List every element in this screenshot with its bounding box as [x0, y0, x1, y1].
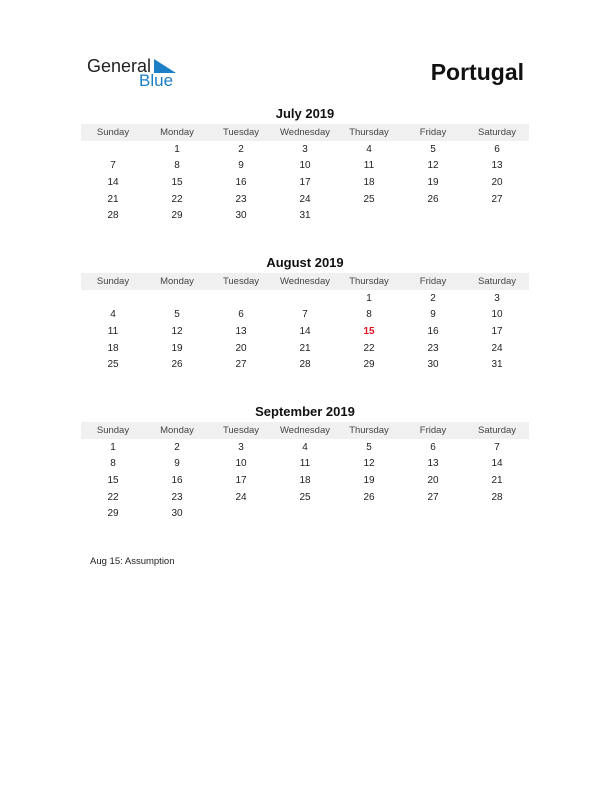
logo-word-blue: Blue [139, 71, 174, 90]
day-cell: 1 [110, 441, 116, 453]
weekday-label: Thursday [349, 276, 389, 287]
week-row [81, 489, 529, 506]
day-cell: 4 [302, 441, 308, 453]
weekday-label: Wednesday [280, 127, 330, 138]
day-cell: 4 [110, 309, 116, 321]
weekday-label: Tuesday [222, 276, 260, 287]
day-cell: 18 [107, 342, 119, 354]
day-cell: 16 [427, 325, 439, 337]
month-calendar [81, 404, 529, 522]
day-cell: 13 [427, 458, 439, 470]
country-title: Portugal [430, 59, 524, 85]
day-cell: 16 [171, 474, 183, 486]
day-cell: 3 [238, 441, 244, 453]
day-cell: 24 [235, 491, 247, 503]
day-cell: 9 [174, 458, 180, 470]
day-cell: 13 [235, 325, 247, 337]
weekday-label: Friday [419, 127, 447, 138]
day-cell: 30 [427, 359, 439, 371]
day-cell: 14 [491, 458, 503, 470]
week-row [81, 505, 529, 522]
week-row [81, 174, 529, 191]
day-cell: 11 [299, 458, 311, 470]
day-cell: 4 [366, 143, 372, 155]
weekday-label: Friday [419, 276, 447, 287]
day-cell: 27 [427, 491, 439, 503]
day-cell: 29 [171, 210, 183, 222]
day-cell: 21 [299, 342, 311, 354]
week-row [81, 141, 529, 158]
weekday-label: Tuesday [222, 127, 260, 138]
day-cell: 23 [427, 342, 439, 354]
month-calendar [81, 255, 529, 373]
week-row [81, 307, 529, 324]
day-cell: 26 [363, 491, 375, 503]
day-cell: 24 [299, 193, 311, 205]
day-cell: 13 [491, 160, 503, 172]
weekday-header [81, 124, 529, 141]
day-cell: 21 [491, 474, 503, 486]
day-cell: 19 [427, 176, 439, 188]
day-cell: 28 [491, 491, 503, 503]
day-cell: 5 [430, 143, 436, 155]
day-cell: 11 [107, 325, 119, 337]
day-cell: 15 [171, 176, 183, 188]
day-cell: 7 [110, 160, 116, 172]
day-cell: 29 [363, 359, 375, 371]
day-cell: 30 [235, 210, 247, 222]
day-cell: 20 [235, 342, 247, 354]
day-cell: 30 [171, 508, 183, 520]
week-row [81, 472, 529, 489]
weekday-label: Sunday [96, 127, 130, 138]
week-row [81, 439, 529, 456]
day-cell: 20 [491, 176, 503, 188]
weekday-label: Monday [160, 425, 194, 436]
day-cell: 5 [366, 441, 372, 453]
day-cell: 8 [366, 309, 372, 321]
day-cell: 6 [494, 143, 500, 155]
day-cell: 7 [494, 441, 500, 453]
week-row [81, 323, 529, 340]
weekday-label: Wednesday [280, 425, 330, 436]
weekday-label: Monday [160, 127, 194, 138]
day-cell: 19 [363, 474, 375, 486]
day-cell: 22 [171, 193, 183, 205]
week-row [81, 207, 529, 224]
weekday-label: Monday [160, 276, 194, 287]
weekday-label: Sunday [96, 276, 130, 287]
week-row [81, 340, 529, 357]
weekday-label: Wednesday [280, 276, 330, 287]
day-cell: 3 [302, 143, 308, 155]
day-cell: 11 [363, 160, 375, 172]
day-cell: 17 [299, 176, 311, 188]
logo-word-general: General [87, 56, 152, 76]
week-row [81, 158, 529, 175]
day-cell: 14 [299, 325, 311, 337]
week-row [81, 290, 529, 307]
day-cell: 2 [174, 441, 180, 453]
day-cell: 25 [299, 491, 311, 503]
day-cell: 7 [302, 309, 308, 321]
day-cell: 10 [235, 458, 247, 470]
month-title: August 2019 [266, 255, 344, 270]
day-cell: 28 [299, 359, 311, 371]
day-cell: 15 [107, 474, 119, 486]
day-cell: 6 [238, 309, 244, 321]
weekday-label: Thursday [349, 425, 389, 436]
day-cell: 10 [299, 160, 311, 172]
day-cell: 22 [363, 342, 375, 354]
day-cell: 29 [107, 508, 119, 520]
day-cell: 12 [171, 325, 183, 337]
week-row [81, 191, 529, 208]
holiday-note: Aug 15: Assumption [90, 556, 175, 567]
day-cell: 5 [174, 309, 180, 321]
day-cell: 8 [110, 458, 116, 470]
day-cell: 28 [107, 210, 119, 222]
day-cell: 23 [171, 491, 183, 503]
day-cell: 19 [171, 342, 183, 354]
day-cell: 27 [491, 193, 503, 205]
weekday-label: Saturday [477, 425, 517, 436]
day-cell: 3 [494, 292, 500, 304]
weekday-label: Tuesday [222, 425, 260, 436]
day-cell: 9 [238, 160, 244, 172]
day-cell: 31 [491, 359, 503, 371]
month-title: July 2019 [275, 106, 335, 121]
month-title: September 2019 [255, 404, 355, 419]
day-cell: 18 [299, 474, 311, 486]
day-cell: 12 [363, 458, 375, 470]
weekday-label: Sunday [96, 425, 130, 436]
week-row [81, 356, 529, 373]
day-cell: 20 [427, 474, 439, 486]
day-cell: 9 [430, 309, 436, 321]
weekday-label: Friday [419, 425, 447, 436]
day-cell: 2 [238, 143, 244, 155]
day-cell: 26 [427, 193, 439, 205]
day-cell: 16 [235, 176, 247, 188]
weekday-header [81, 422, 529, 439]
day-cell: 31 [299, 210, 311, 222]
day-cell: 10 [491, 309, 503, 321]
day-cell: 27 [235, 359, 247, 371]
month-calendar [81, 106, 529, 224]
day-cell: 22 [107, 491, 119, 503]
day-cell: 26 [171, 359, 183, 371]
day-cell: 12 [427, 160, 439, 172]
day-cell: 1 [174, 143, 180, 155]
day-cell: 8 [174, 160, 180, 172]
day-cell: 24 [491, 342, 503, 354]
day-cell: 21 [107, 193, 119, 205]
day-cell: 23 [235, 193, 247, 205]
day-cell: 14 [107, 176, 119, 188]
day-cell: 25 [107, 359, 119, 371]
weekday-header [81, 273, 529, 290]
day-cell: 1 [366, 292, 372, 304]
weekday-label: Thursday [349, 127, 389, 138]
weekday-label: Saturday [477, 276, 517, 287]
day-cell: 18 [363, 176, 375, 188]
day-cell: 25 [363, 193, 375, 205]
weekday-label: Saturday [477, 127, 517, 138]
week-row [81, 456, 529, 473]
day-cell: 6 [430, 441, 436, 453]
day-cell: 17 [491, 325, 503, 337]
holiday-day: 15 [363, 325, 375, 337]
day-cell: 17 [235, 474, 247, 486]
day-cell: 2 [430, 292, 436, 304]
